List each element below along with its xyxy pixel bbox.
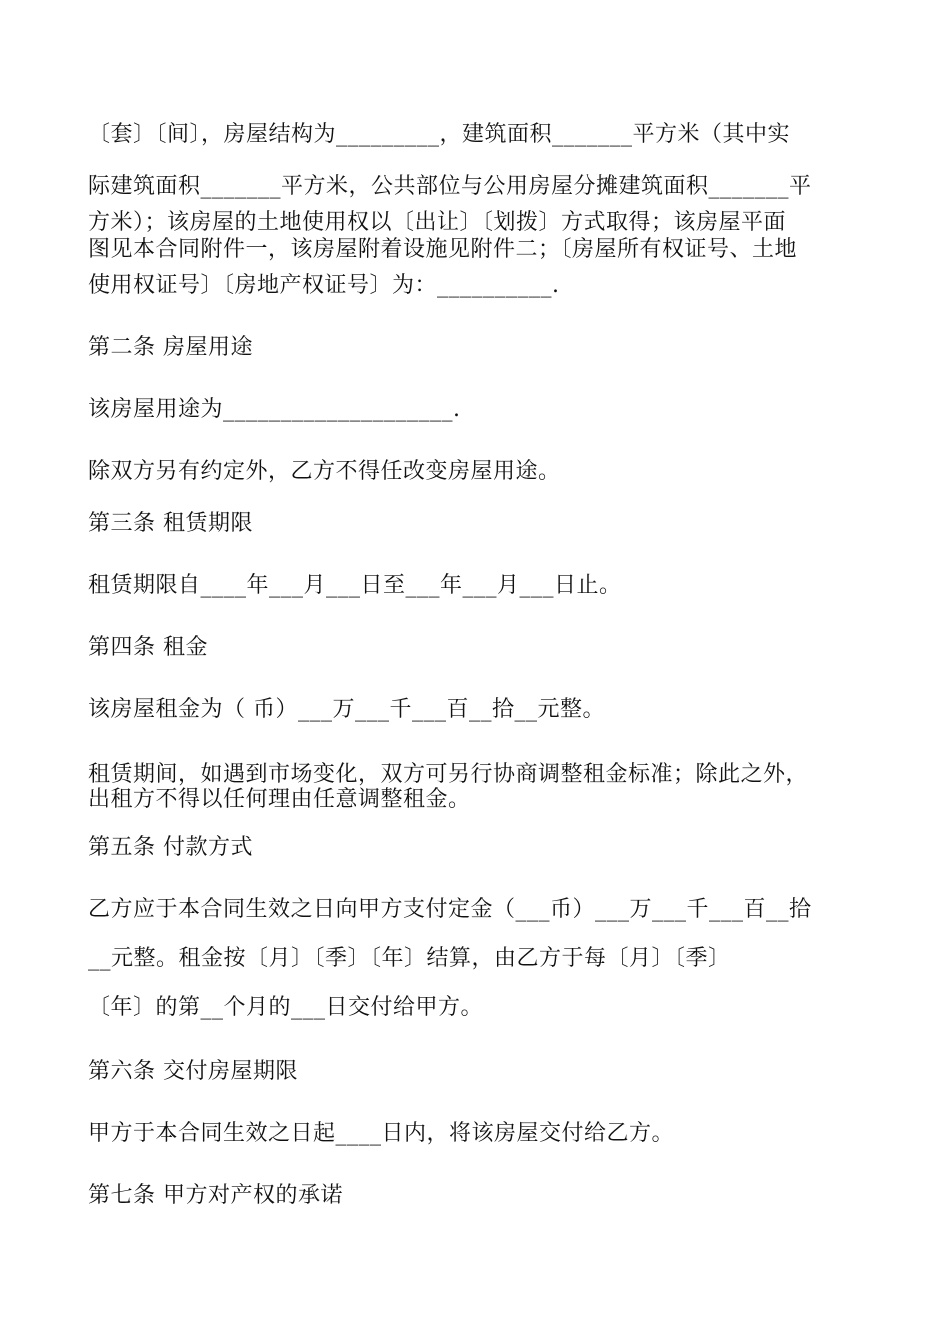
clause-1-line-2: 际建筑面积_______平方米，公共部位与公用房屋分摊建筑面积_______平: [88, 174, 812, 199]
rent-line: 该房屋租金为（ 币）___万___千___百__拾__元整。: [88, 697, 605, 722]
clause-1-line-1: 〔套〕〔间〕，房屋结构为_________，建筑面积_______平方米（其中实: [88, 122, 791, 147]
delivery-line: 甲方于本合同生效之日起____日内，将该房屋交付给乙方。: [88, 1121, 675, 1146]
rent-adjust-line-1: 租赁期间，如遇到市场变化，双方可另行协商调整租金标准；除此之外，: [88, 762, 809, 787]
payment-line-1: 乙方应于本合同生效之日向甲方支付定金（___币）___万___千___百__拾: [88, 897, 812, 922]
clause-1-line-4: 图见本合同附件一，该房屋附着设施见附件二；〔房屋所有权证号、土地: [88, 237, 798, 262]
payment-line-2: __元整。租金按〔月〕〔季〕〔年〕结算，由乙方于每〔月〕〔季〕: [88, 946, 731, 971]
usage-line: 该房屋用途为____________________.: [88, 397, 461, 422]
heading-article-5: 第五条 付款方式: [88, 835, 253, 860]
clause-1-line-5: 使用权证号〕〔房地产权证号〕为：__________.: [88, 273, 560, 298]
heading-article-3: 第三条 租赁期限: [88, 511, 253, 536]
heading-article-4: 第四条 租金: [88, 635, 208, 660]
term-line: 租赁期限自____年___月___日至___年___月___日止。: [88, 573, 622, 598]
payment-line-3: 〔年〕的第__个月的___日交付给甲方。: [88, 995, 484, 1020]
usage-restriction-line: 除双方另有约定外，乙方不得任改变房屋用途。: [88, 459, 561, 484]
heading-article-7: 第七条 甲方对产权的承诺: [88, 1183, 343, 1208]
heading-article-6: 第六条 交付房屋期限: [88, 1059, 298, 1084]
heading-article-2: 第二条 房屋用途: [88, 335, 253, 360]
rent-adjust-line-2: 出租方不得以任何理由任意调整租金。: [88, 787, 471, 812]
clause-1-line-3: 方米）；该房屋的土地使用权以〔出让〕〔划拨〕方式取得；该房屋平面: [88, 210, 787, 235]
